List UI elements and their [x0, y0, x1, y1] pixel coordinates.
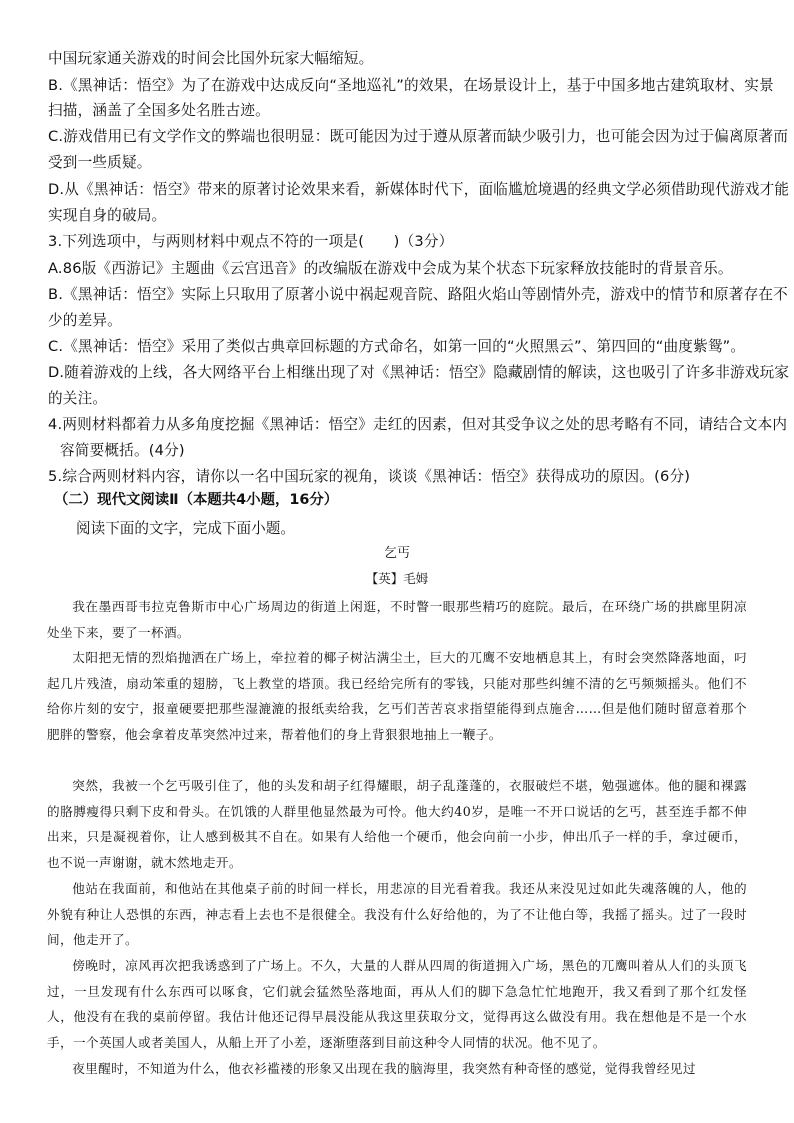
option-b-line-cont: 扫描，涵盖了全国多处名胜古迹。 — [48, 102, 270, 119]
option-line: 中国玩家通关游戏的时间会比国外玩家大幅缩短。 — [48, 50, 374, 67]
option-d-line-cont: 实现自身的破局。 — [48, 207, 167, 224]
q3-option-b-cont: 少的差异。 — [48, 312, 122, 329]
story-title: 乞丐 — [383, 546, 410, 561]
option-b-line: B.《黑神话：悟空》为了在游戏中达成反向“圣地巡礼”的效果，在场景设计上，基于中国多地古建筑取材、实景 — [48, 77, 774, 94]
story-paragraph: 太阳把无情的烈焰抛洒在广场上，牵拉着的椰子树沾满尘土，巨大的兀鹰不安地栖息其上，有时会突然降落地面，叼起几片残渣，扇动笨重的翅膀，飞上教堂的塔顶。我已经给完所有的零钱，只能对那些纠缠不清的乞丐频频摇头。他们不给你片刻的安宁，报童硬要把那些湿漉漉的报纸卖给我，乞丐们苦苦哀求指望能得到点施舍……但是他们随时留意着那个肥胖的警察，他会拿着皮革突然冲过来，帮着他们的身上背狠狠地抽上一鞭子。 — [47, 650, 747, 742]
option-d-line: D.从《黑神话：悟空》带来的原著讨论效果来看，新媒体时代下，面临尴尬境遇的经典文学必须借助现代游戏才能 — [48, 181, 790, 198]
question-4: 4.两则材料都着力从多角度挖掘《黑神话：悟空》走红的因素，但对其受争议之处的思考略有不同，请结合文本内 — [48, 416, 788, 433]
q3-option-d-cont: 的关注。 — [48, 390, 108, 407]
story-paragraph: 突然，我被一个乞丐吸引住了，他的头发和胡子红得耀眼，胡子乱蓬蓬的，衣服破烂不堪，勉强遮体。他的腿和裸露的胳膊瘦得只剩下皮和骨头。在饥饿的人群里他显然最为可怜。他大约40岁，是唯一不开口说话的乞丐，甚至连手都不伸出来，只是凝视着你，让人感到极其不自在。如果有人给他一个硬币，他会向前一小步，伸出爪子一样的手，拿过硬币，也不说一声谢谢，就木然地走开。 — [47, 778, 747, 870]
story-paragraph: 傍晚时，凉风再次把我诱惑到了广场上。不久，大量的人群从四周的街道拥入广场，黑色的兀鹰叫着从人们的头顶飞过，一旦发现有什么东西可以啄食，它们就会猛然坠落地面，再从人们的脚下急急忙忙地跑开，我又看到了那个红发怪人，他没有在我的桌前停留。我估计他还记得早晨没能从我这里获取分文，觉得再这么做没有用。我在想他是不是一个水手，一个英国人或者美国人，从船上开了小差，逐渐堕落到目前这种令人同情的状况。他不见了。 — [47, 958, 747, 1050]
question-3: 3.下列选项中，与两则材料中观点不符的一项是( )（3分） — [48, 233, 454, 250]
option-c-line: C.游戏借用已有文学作文的弊端也很明显：既可能因为过于遵从原著而缺少吸引力，也可能会因为过于偏离原著而 — [48, 128, 789, 145]
story-paragraph: 我在墨西哥韦拉克鲁斯市中心广场周边的街道上闲逛，不时瞥一眼那些精巧的庭院。最后，在环绕广场的拱廊里阴凉处坐下来，要了一杯酒。 — [47, 599, 747, 640]
q3-option-a: A.86版《西游记》主题曲《云宫迅音》的改编版在游戏中会成为某个状态下玩家释放技能时的背景音乐。 — [48, 260, 733, 277]
story-paragraph: 夜里醒时，不知道为什么，他衣衫褴褛的形象又出现在我的脑海里，我突然有种奇怪的感觉，觉得我曾经见过 — [72, 1061, 696, 1076]
q3-option-c: C.《黑神话：悟空》采用了类似古典章回标题的方式命名，如第一回的“火照黑云”、第四回的“曲度紫鸳”。 — [48, 338, 746, 355]
story-paragraph: 他站在我面前，和他站在其他桌子前的时间一样长，用悲凉的目光看着我。我还从来没见过如此失魂落魄的人，他的外貌有种让人恐惧的东西，神志看上去也不是很健全。我没有什么好给他的，为了不让他白等，我摇了摇头。过了一段时间，他走开了。 — [47, 881, 747, 948]
section-heading: （二）现代文阅读Ⅱ（本题共4小题，16分） — [54, 492, 339, 508]
reading-instruction: 阅读下面的文字，完成下面小题。 — [76, 520, 295, 537]
question-5: 5.综合两则材料内容，请你以一名中国玩家的视角，谈谈《黑神话：悟空》获得成功的原因。(6分) — [48, 468, 691, 485]
q3-option-d: D.随着游戏的上线，各大网络平台上相继出现了对《黑神话：悟空》隐藏剧情的解读，这也吸引了许多非游戏玩家 — [48, 364, 790, 381]
q3-option-b: B.《黑神话：悟空》实际上只取用了原著小说中祸起观音院、路阻火焰山等剧情外壳，游戏中的情节和原著存在不 — [48, 286, 788, 303]
story-author: 【英】毛姆 — [365, 571, 429, 586]
question-4-cont: 容简要概括。(4分) — [60, 442, 185, 459]
option-c-line-cont: 受到一些质疑。 — [48, 154, 152, 171]
